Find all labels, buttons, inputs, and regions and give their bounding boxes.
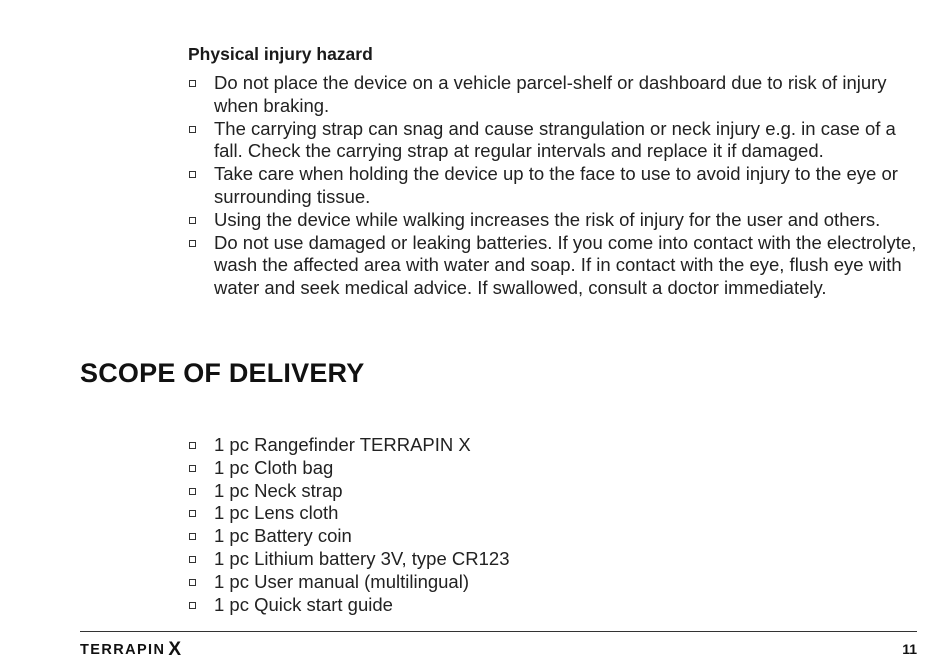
list-item [188,118,928,164]
brand-logo-suffix: X [168,639,182,660]
page-number: 11 [902,641,917,657]
scope-of-delivery-section [188,434,788,616]
list-item-text: 1 pc User manual (multilingual) [214,570,469,592]
list-item-text: 1 pc Lithium battery 3V, type CR123 [214,547,510,569]
hazard-list [188,72,928,300]
list-item [188,163,928,209]
square-bullet-icon [189,556,196,563]
list-item [188,457,788,480]
square-bullet-icon [189,488,196,495]
section-title-scope-of-delivery: SCOPE OF DELIVERY [80,358,365,388]
square-bullet-icon [189,171,196,178]
list-item [188,571,788,594]
list-item-text: 1 pc Cloth bag [214,456,334,478]
list-item [188,232,928,300]
list-item [188,525,788,548]
list-item-text: Take care when holding the device up to the face to use to avoid injury to the eye or surrounding tissue. [214,163,898,207]
list-item-text: The carrying strap can snag and cause strangulation or neck injury e.g. in case of a fall. Check the carrying strap at regular intervals and replace it if damaged. [214,117,896,162]
square-bullet-icon [189,217,196,224]
list-item-text: Do not place the device on a vehicle parcel-shelf or dashboard due to risk of injury when braking. [214,72,887,116]
square-bullet-icon [189,465,196,472]
list-item-text: 1 pc Lens cloth [214,502,339,524]
square-bullet-icon [189,579,196,586]
list-item-text: 1 pc Battery coin [214,525,352,547]
list-item-text: Do not use damaged or leaking batteries. If you come into contact with the electrolyte, wash the affected area with water and soap. If in contact with the eye, flush eye with water and seek medical advice. If swallowed, consult a doctor immediately. [214,231,917,299]
square-bullet-icon [189,602,196,609]
square-bullet-icon [189,240,196,247]
list-item-text: 1 pc Quick start guide [214,593,393,615]
list-item [188,502,788,525]
square-bullet-icon [189,442,196,449]
delivery-list [188,434,788,616]
square-bullet-icon [189,510,196,517]
list-item [188,548,788,571]
list-item-text: 1 pc Neck strap [214,479,343,501]
list-item-text: 1 pc Rangefinder TERRAPIN X [214,434,471,455]
footer-divider [80,631,917,632]
brand-logo [80,640,181,660]
square-bullet-icon [189,126,196,133]
list-item [188,209,928,232]
list-item [188,434,788,457]
list-item [188,594,788,617]
square-bullet-icon [189,533,196,540]
brand-logo-text: TERRAPIN [80,642,166,658]
list-item [188,72,928,118]
list-item [188,480,788,503]
square-bullet-icon [189,80,196,87]
physical-injury-hazard-section [188,42,928,300]
hazard-heading: Physical injury hazard [188,44,373,64]
list-item-text: Using the device while walking increases the risk of injury for the user and others. [214,208,881,230]
